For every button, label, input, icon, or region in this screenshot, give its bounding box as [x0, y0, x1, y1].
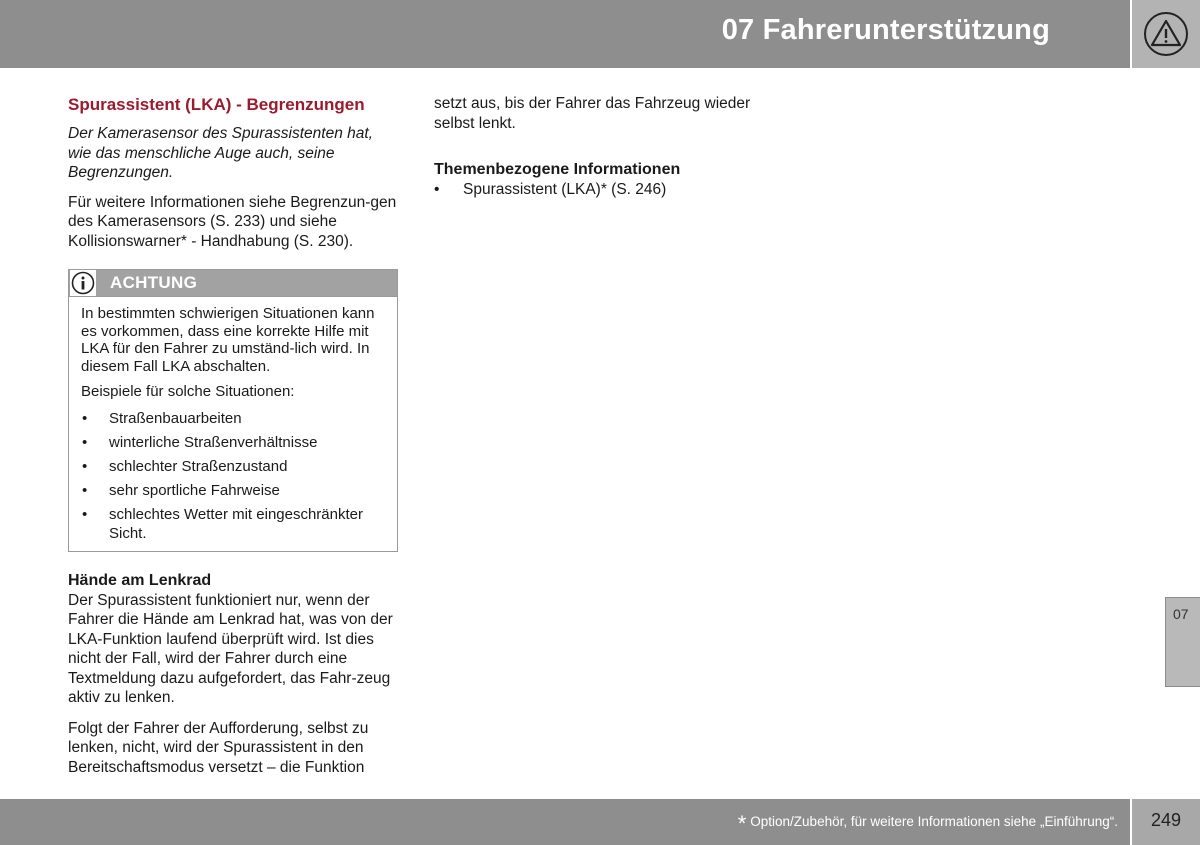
list-item: • sehr sportliche Fahrweise: [81, 481, 387, 500]
list-item: • schlechtes Wetter mit eingeschränkter Sicht.: [81, 505, 387, 543]
footer-note: [738, 811, 1118, 837]
continued-text: setzt aus, bis der Fahrer das Fahrzeug wieder selbst lenkt.: [434, 95, 751, 132]
chapter-side-tab[interactable]: [1165, 597, 1200, 687]
list-item: • winterliche Straßenverhältnisse: [81, 433, 387, 452]
section-title: Spurassistent (LKA) - Begrenzungen: [68, 95, 365, 114]
info-paragraph: Für weitere Informationen siehe Begrenzun-gen des Kamerasensors (S. 233) und siehe Kollisionswarner* - Handhabung (S. 230).: [68, 193, 397, 250]
page-number: 249: [1150, 810, 1182, 830]
list-item: • schlechter Straßenzustand: [81, 457, 387, 476]
caution-header: [69, 270, 397, 297]
hands-heading: Hände am Lenkrad: [68, 571, 212, 589]
chapter-tab-label: 07: [1173, 606, 1189, 622]
left-column: [68, 94, 400, 788]
warning-triangle-icon: [1143, 11, 1189, 57]
examples-intro: Beispiele für solche Situationen:: [81, 383, 295, 400]
hands-paragraph-2: Folgt der Fahrer der Aufforderung, selbst zu lenken, nicht, wird der Spurassistent in den Bereitschaftsmodus versetzt – die Funktion: [68, 719, 369, 776]
related-link[interactable]: • Spurassistent (LKA)* (S. 246): [434, 180, 794, 200]
examples-list: [81, 409, 387, 543]
caution-label: ACHTUNG: [110, 273, 198, 292]
page-number-box: [1132, 799, 1200, 845]
caution-text: In bestimmten schwierigen Situationen kann es vorkommen, dass eine korrekte Hilfe mit LKA für den Fahrer zu umständ-lich wird. In diesem Fall LKA abschalten.: [81, 305, 375, 375]
related-heading: Themenbezogene Informationen: [434, 161, 681, 178]
related-list: [434, 180, 794, 200]
asterisk-mark: *: [737, 811, 747, 836]
caution-box: [68, 269, 398, 552]
header-icon-box: [1132, 0, 1200, 68]
caution-body: [69, 297, 397, 551]
footer-bar: [0, 799, 1130, 845]
intro-text: Der Kamerasensor des Spurassistenten hat, wie das menschliche Auge auch, seine Begrenzungen.: [68, 125, 373, 181]
list-item: • Straßenbauarbeiten: [81, 409, 387, 428]
chapter-title: 07 Fahrerunterstützung: [721, 14, 1050, 46]
hands-paragraph-1: Der Spurassistent funktioniert nur, wenn der Fahrer die Hände am Lenkrad hat, was von der LKA-Funktion laufend überprüft wird. Ist dies nicht der Fall, wird der Fahrer durch eine Textmeldung dazu aufgefordert, das Fahr-zeug aktiv zu lenken.: [68, 591, 393, 706]
header-bar: [0, 0, 1130, 68]
right-column: [434, 94, 794, 200]
info-icon: [70, 270, 96, 296]
footer-note-text: Option/Zubehör, für weitere Informationen siehe „Einführung“.: [750, 814, 1118, 829]
